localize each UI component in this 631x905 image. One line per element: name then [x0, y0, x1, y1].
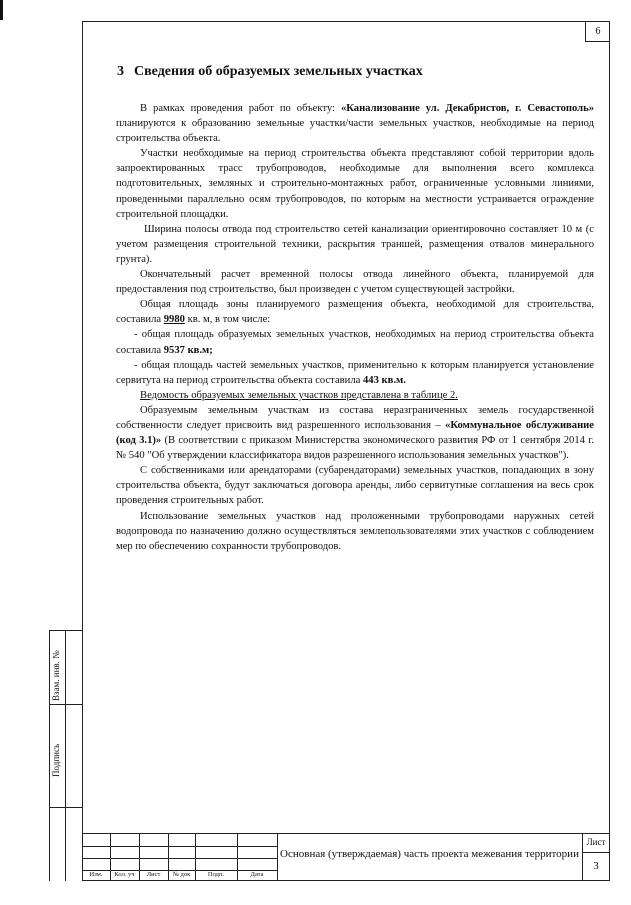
- stamp-divider: [582, 852, 610, 853]
- list-item: [116, 327, 594, 357]
- text-run: кв. м, в том числе:: [184, 314, 271, 326]
- stamp-col-label: Кол. уч: [114, 871, 135, 878]
- body-text: [116, 101, 594, 554]
- stamp-divider: [82, 846, 277, 847]
- paragraph: [116, 388, 594, 403]
- replacement-inventory-label: Взам. инв. №: [51, 650, 61, 701]
- list-item: [116, 358, 594, 388]
- side-stamp: [49, 630, 82, 881]
- total-area: 9980: [163, 314, 185, 326]
- text-run: В рамках проведения работ по объекту:: [140, 103, 341, 114]
- usage-type: «Коммунальное обслуживание (код 3.1)»: [116, 419, 594, 447]
- text-run: Образуемым земельным участкам из состава неразграниченных земель государственной собственности следует присвоить вид разрешенного использования –: [116, 404, 594, 431]
- text-run: - общая площадь образуемых земельных участков, необходимых на период строительства объекта составила: [116, 329, 594, 356]
- page-number: 6: [585, 22, 610, 42]
- paragraph: Окончательный расчет временной полосы отвода линейного объекта, планируемой для предоставления под строительство, был произведен с учетом существующей застройки.: [116, 269, 594, 296]
- stamp-col-label: № док: [172, 871, 191, 878]
- area-value: 9537 кв.м;: [163, 344, 213, 356]
- paragraph: [116, 101, 594, 146]
- paragraph: Использование земельных участков над проложенными трубопроводами наружных сетей водопровода по назначению должно осуществляться землепользователями этих участков с соблюдением мер по обеспечению сохранности трубопроводов.: [116, 510, 594, 552]
- paragraph: С собственниками или арендаторами (субарендаторами) земельных участков, попадающих в зону строительства объекта, будут заключаться договора аренды, либо сервитутные соглашения на весь срок проведения строительных работ.: [116, 465, 594, 507]
- title-block: [82, 833, 610, 881]
- side-stamp-divider: [65, 631, 66, 881]
- object-name: «Канализование ул. Декабристов, г. Севастополь»: [340, 103, 594, 114]
- section-heading: [117, 64, 423, 80]
- section-number: 3: [117, 64, 124, 79]
- section-title: Сведения об образуемых земельных участках: [134, 64, 423, 79]
- sheet-label: Лист: [586, 837, 606, 847]
- side-stamp-divider: [50, 704, 83, 705]
- text-run: Общая площадь зоны планируемого размещения объекта, необходимой для строительства, составила: [116, 299, 594, 326]
- side-stamp-divider: [50, 807, 83, 808]
- table-reference: Ведомость образуемых земельных участков представлена в таблице 2.: [140, 389, 458, 401]
- paragraph: [116, 297, 594, 327]
- paragraph: Ширина полосы отвода под строительство сетей канализации ориентировочно составляет 10 м (с учетом размещения строительной техники, раскрытия траншей, размещения отвалов минерального грунта).: [116, 223, 594, 265]
- signature-label: Подпись: [51, 743, 61, 777]
- document-title: Основная (утверждаемая) часть проекта межевания территории: [280, 848, 579, 860]
- stamp-col-label: Дата: [250, 871, 264, 878]
- text-run: (В соответствии с приказом Министерства экономического развития РФ от 1 сентября 2014 г. № 540 "Об утверждении классификатора видов разрешенного использования земельных участков").: [116, 435, 594, 462]
- sheet-number: 3: [593, 860, 599, 872]
- stamp-col-label: Лист: [146, 871, 161, 878]
- area-value: 443 кв.м.: [362, 374, 406, 386]
- stamp-divider: [82, 858, 277, 859]
- stamp-col-label: Изм.: [89, 871, 103, 878]
- scan-edge-mark: [0, 0, 3, 20]
- text-run: планируются к образованию земельные участки/части земельных участков, необходимые на период строительства объекта.: [116, 118, 594, 145]
- stamp-col-label: Подп.: [207, 871, 225, 878]
- paragraph: Участки необходимые на период строительства объекта представляют собой территории вдоль запроектированных трасс трубопроводов, необходимые для выполнения всего комплекса подготовительных, земляных и строительно-монтажных работ, ограниченные условными линиями, проведенными параллельно осям трубопроводов, по которым на местности устраивается ограждение строительной площадки.: [116, 148, 594, 220]
- paragraph: [116, 403, 594, 463]
- text-run: - общая площадь частей земельных участков, применительно к которым планируется установление сервитута на период строительства объекта составила: [116, 359, 594, 386]
